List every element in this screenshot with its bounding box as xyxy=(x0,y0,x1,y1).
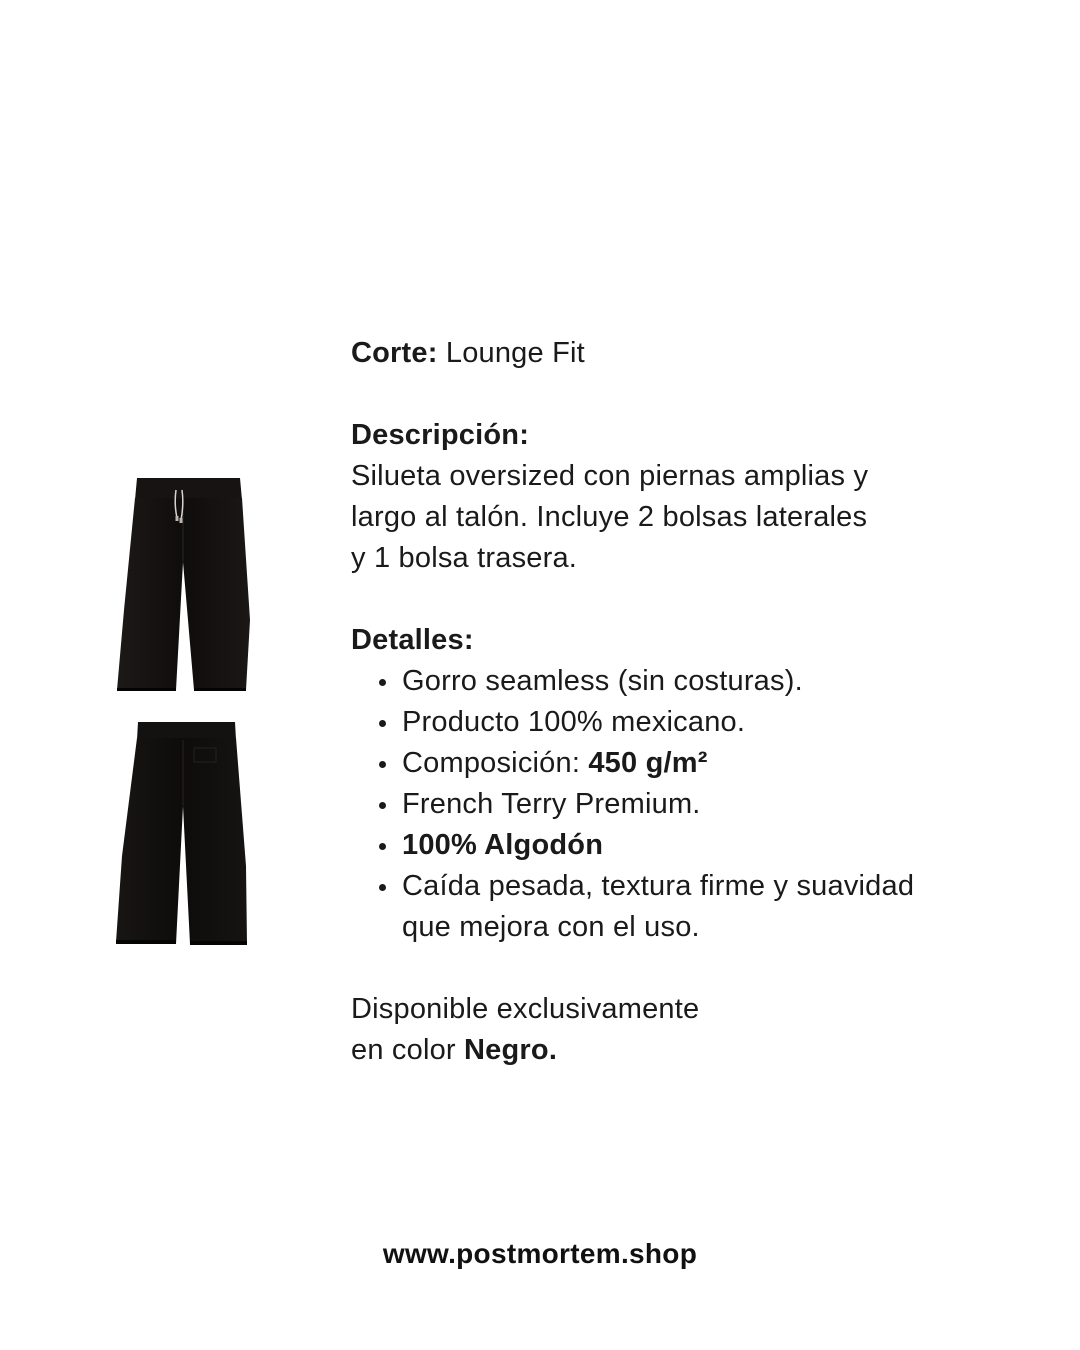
list-item-text: Producto 100% mexicano. xyxy=(402,706,746,738)
list-item-text: Caída pesada, textura firme y suavidad xyxy=(402,870,915,902)
product-details xyxy=(351,333,1051,1071)
list-item-bold: 450 g/m² xyxy=(588,747,708,779)
detalles-list xyxy=(351,661,1051,948)
descripcion-line-3: y 1 bolsa trasera. xyxy=(351,542,578,574)
list-item xyxy=(351,866,1051,948)
list-item-bold: 100% Algodón xyxy=(402,829,604,861)
corte-line xyxy=(351,333,1051,374)
pants-back-image xyxy=(110,716,255,952)
disponible-prefix: en color xyxy=(351,1034,465,1066)
list-item-text: Gorro seamless (sin costuras). xyxy=(402,665,803,697)
list-item xyxy=(351,784,1051,825)
list-item xyxy=(351,743,1051,784)
disponible-line-1: Disponible exclusivamente xyxy=(351,993,700,1025)
list-item-text-cont: que mejora con el uso. xyxy=(402,911,700,943)
descripcion-label: Descripción: xyxy=(351,419,530,451)
list-item xyxy=(351,702,1051,743)
corte-label: Corte: xyxy=(351,337,438,369)
list-item-text: Composición: xyxy=(402,747,589,779)
pants-front-image xyxy=(110,470,255,694)
descripcion-line-2: largo al talón. Incluye 2 bolsas laterales xyxy=(351,501,868,533)
detalles-label: Detalles: xyxy=(351,624,474,656)
list-item xyxy=(351,661,1051,702)
list-item-text: French Terry Premium. xyxy=(402,788,701,820)
disponible-line-2 xyxy=(351,1030,1051,1071)
list-item xyxy=(351,825,1051,866)
descripcion-line-1: Silueta oversized con piernas amplias y xyxy=(351,460,869,492)
website-url[interactable]: www.postmortem.shop xyxy=(382,1238,698,1269)
corte-value: Lounge Fit xyxy=(445,337,585,369)
disponible-color: Negro. xyxy=(464,1034,558,1066)
